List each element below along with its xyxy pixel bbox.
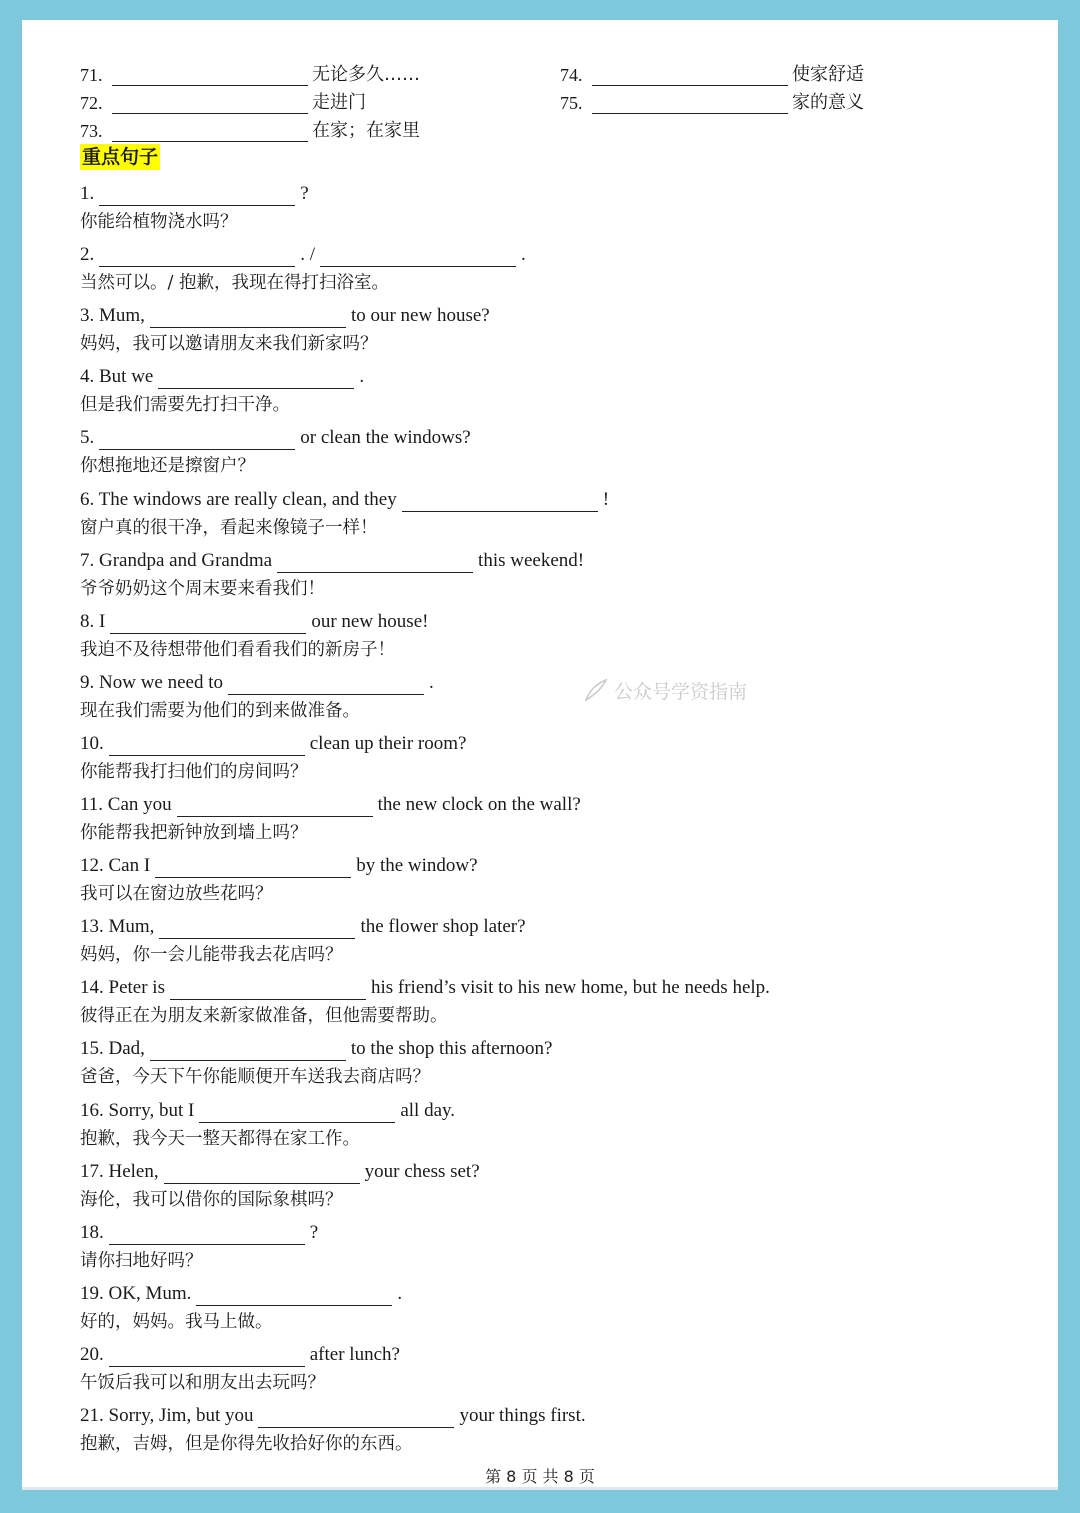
vocab-number: 74. <box>560 65 583 85</box>
sentence-translation: 当然可以。/ 抱歉，我现在得打扫浴室。 <box>80 273 389 294</box>
sentence-translation: 窗户真的很干净，看起来像镜子一样！ <box>80 517 378 538</box>
sentence-item <box>80 1097 1010 1153</box>
sentence-prefix: 21. Sorry, Jim, but you <box>80 1405 254 1426</box>
sentence-suffix: the new clock on the wall? <box>377 794 581 815</box>
answer-blank[interactable] <box>402 493 598 512</box>
answer-blank[interactable] <box>112 95 308 114</box>
sentence-suffix: this weekend! <box>478 549 585 571</box>
sentence-translation: 午饭后我可以和朋友出去玩吗？ <box>80 1372 325 1393</box>
sentence-english <box>80 180 1010 206</box>
sentence-item <box>80 669 1010 725</box>
watermark-text: 公众号学资指南 <box>614 680 748 703</box>
sentence-translation: 妈妈，我可以邀请朋友来我们新家吗？ <box>80 334 378 355</box>
sentence-suffix: . <box>359 366 365 388</box>
sentence-item <box>80 791 1010 847</box>
sentence-prefix: 18. <box>80 1221 104 1243</box>
sentence-item <box>80 974 1010 1030</box>
sentence-translation: 妈妈，你一会儿能带我去花店吗？ <box>80 945 343 966</box>
sentence-translation: 好的，妈妈。我马上做。 <box>80 1311 273 1332</box>
sentence-translation: 抱歉，我今天一整天都得在家工作。 <box>80 1128 360 1149</box>
answer-blank[interactable] <box>99 248 295 267</box>
worksheet-page <box>22 20 1058 1490</box>
sentence-suffix: . <box>429 671 434 693</box>
sentence-suffix: after lunch? <box>309 1343 400 1365</box>
sentence-item <box>80 424 1010 480</box>
sentence-separator: . / <box>300 244 316 266</box>
vocab-number: 73. <box>80 121 103 141</box>
sentence-suffix: the flower shop later? <box>360 916 526 938</box>
sentence-prefix: 11. Can you <box>80 794 172 815</box>
sentence-translation: 我可以在窗边放些花吗？ <box>80 884 273 905</box>
sentence-english <box>80 669 1010 695</box>
answer-blank[interactable] <box>320 248 516 267</box>
answer-blank[interactable] <box>170 981 366 1000</box>
sentence-item <box>80 608 1010 664</box>
vocab-item-73 <box>80 116 420 142</box>
vocab-item-71 <box>80 60 420 86</box>
sentence-translation: 你能帮我打扫他们的房间吗？ <box>80 761 308 782</box>
sentence-prefix: 8. I <box>80 610 106 632</box>
answer-blank[interactable] <box>277 554 473 573</box>
answer-blank[interactable] <box>109 737 305 756</box>
sentence-english <box>80 791 1010 817</box>
sentence-english <box>80 1280 1010 1306</box>
sentence-suffix: . <box>521 244 526 266</box>
vocab-meaning: 使家舒适 <box>792 64 864 85</box>
sentence-item <box>80 852 1010 908</box>
sentence-prefix: 15. Dad, <box>80 1038 145 1060</box>
vocab-meaning: 在家；在家里 <box>312 120 420 141</box>
sentence-item <box>80 1158 1010 1214</box>
vocab-meaning: 无论多久…… <box>312 64 420 85</box>
vocab-item-75 <box>560 88 864 114</box>
sentence-translation: 爷爷奶奶这个周末要来看我们！ <box>80 578 325 599</box>
sentence-suffix: your things first. <box>459 1405 586 1426</box>
sentence-prefix: 10. <box>80 732 104 754</box>
sentence-prefix: 9. Now we need to <box>80 671 223 693</box>
sentence-english <box>80 424 1010 450</box>
sentence-english <box>80 1402 1010 1428</box>
answer-blank[interactable] <box>155 859 351 878</box>
sentence-translation: 你能给植物浇水吗？ <box>80 212 238 232</box>
sentence-english <box>80 608 1010 634</box>
answer-blank[interactable] <box>258 1409 454 1428</box>
sentence-item <box>80 730 1010 786</box>
answer-blank[interactable] <box>158 370 354 389</box>
sentence-item <box>80 486 1010 542</box>
sentence-item <box>80 1035 1010 1091</box>
leaf-icon <box>582 676 610 704</box>
sentence-suffix: your chess set? <box>364 1160 480 1182</box>
answer-blank[interactable] <box>592 95 788 114</box>
sentence-suffix: ! <box>602 488 610 510</box>
sentence-english <box>80 1097 1010 1123</box>
vocab-number: 71. <box>80 65 103 85</box>
sentence-english <box>80 363 1010 389</box>
answer-blank[interactable] <box>112 67 308 86</box>
sentence-prefix: 5. <box>80 427 95 449</box>
sentence-item <box>80 1402 1010 1458</box>
sentence-english <box>80 852 1010 878</box>
sentence-english <box>80 730 1010 756</box>
sentence-suffix: clean up their room? <box>309 732 467 754</box>
answer-blank[interactable] <box>177 798 373 817</box>
vocab-item-72 <box>80 88 366 114</box>
sentence-translation: 我迫不及待想带他们看看我们的新房子！ <box>80 639 395 660</box>
sentence-english <box>80 1341 1010 1367</box>
sentence-item <box>80 241 1010 297</box>
answer-blank[interactable] <box>150 309 346 328</box>
sentence-translation: 但是我们需要先打扫干净。 <box>80 395 290 416</box>
answer-blank[interactable] <box>196 1287 392 1306</box>
watermark <box>582 676 747 704</box>
vocab-meaning: 家的意义 <box>792 92 864 113</box>
sentence-item <box>80 1280 1010 1336</box>
answer-blank[interactable] <box>592 67 788 86</box>
answer-blank[interactable] <box>164 1165 360 1184</box>
answer-blank[interactable] <box>110 615 306 634</box>
sentence-prefix: 17. Helen, <box>80 1160 159 1182</box>
sentence-translation: 抱歉，吉姆，但是你得先收拾好你的东西。 <box>80 1434 413 1454</box>
sentence-english <box>80 1158 1010 1184</box>
sentence-suffix: ? <box>300 183 309 204</box>
sentence-english <box>80 302 1010 328</box>
sentence-prefix: 16. Sorry, but I <box>80 1099 195 1121</box>
sentence-item <box>80 1219 1010 1275</box>
sentence-suffix: ? <box>309 1221 319 1243</box>
sentence-prefix: 13. Mum, <box>80 916 155 938</box>
vocab-item-74 <box>560 60 864 86</box>
sentence-english <box>80 547 1010 573</box>
sentence-english <box>80 486 1010 512</box>
sentence-prefix: 19. OK, Mum. <box>80 1282 192 1304</box>
sentence-item <box>80 363 1010 419</box>
sentence-translation: 彼得正在为朋友来新家做准备，但他需要帮助。 <box>80 1006 448 1027</box>
answer-blank[interactable] <box>159 920 355 939</box>
sentence-item <box>80 913 1010 969</box>
sentence-item <box>80 302 1010 358</box>
sentence-suffix: his friend’s visit to his new home, but he needs help. <box>370 977 770 999</box>
section-heading: 重点句子 <box>82 146 159 168</box>
sentence-suffix: all day. <box>400 1099 456 1121</box>
sentence-translation: 爸爸，今天下午你能顺便开车送我去商店吗？ <box>80 1067 430 1088</box>
sentence-prefix: 3. Mum, <box>80 305 145 327</box>
sentence-english <box>80 974 1010 1000</box>
sentence-prefix: 7. Grandpa and Grandma <box>80 549 273 571</box>
sentence-prefix: 2. <box>80 244 95 266</box>
sentence-prefix: 14. Peter is <box>80 977 165 999</box>
sentence-item <box>80 180 1010 236</box>
sentence-suffix: . <box>397 1282 403 1304</box>
sentence-suffix: to our new house? <box>350 305 490 327</box>
vocab-meaning: 走进门 <box>312 92 366 113</box>
answer-blank[interactable] <box>112 123 308 142</box>
page-footer: 第 8 页 共 8 页 <box>485 1467 595 1486</box>
sentence-suffix: or clean the windows? <box>300 427 471 449</box>
answer-blank[interactable] <box>99 187 295 206</box>
sentence-prefix: 4. But we <box>80 366 154 388</box>
answer-blank[interactable] <box>228 676 424 695</box>
sentence-suffix: by the window? <box>356 855 478 877</box>
sentence-suffix: our new house! <box>311 610 429 632</box>
sentence-english <box>80 913 1010 939</box>
sentence-translation: 请你扫地好吗？ <box>80 1250 203 1271</box>
sentence-prefix: 1. <box>80 183 95 204</box>
sentence-translation: 海伦，我可以借你的国际象棋吗？ <box>80 1189 343 1210</box>
sentence-prefix: 20. <box>80 1343 104 1365</box>
answer-blank[interactable] <box>99 431 295 450</box>
answer-blank[interactable] <box>199 1104 395 1123</box>
sentence-english <box>80 241 1010 267</box>
sentence-translation: 你想拖地还是擦窗户？ <box>80 456 255 477</box>
sentence-prefix: 6. The windows are really clean, and they <box>80 488 397 510</box>
vocab-number: 72. <box>80 93 103 113</box>
answer-blank[interactable] <box>109 1226 305 1245</box>
sentence-prefix: 12. Can I <box>80 855 151 877</box>
sentence-translation: 现在我们需要为他们的到来做准备。 <box>80 700 360 721</box>
answer-blank[interactable] <box>109 1348 305 1367</box>
sentence-item <box>80 1341 1010 1397</box>
sentence-item <box>80 547 1010 603</box>
answer-blank[interactable] <box>150 1042 346 1061</box>
sentence-english <box>80 1219 1010 1245</box>
sentence-english <box>80 1035 1010 1061</box>
vocab-number: 75. <box>560 93 583 113</box>
sentence-translation: 你能帮我把新钟放到墙上吗？ <box>80 823 308 843</box>
sentence-suffix: to the shop this afternoon? <box>350 1038 553 1060</box>
